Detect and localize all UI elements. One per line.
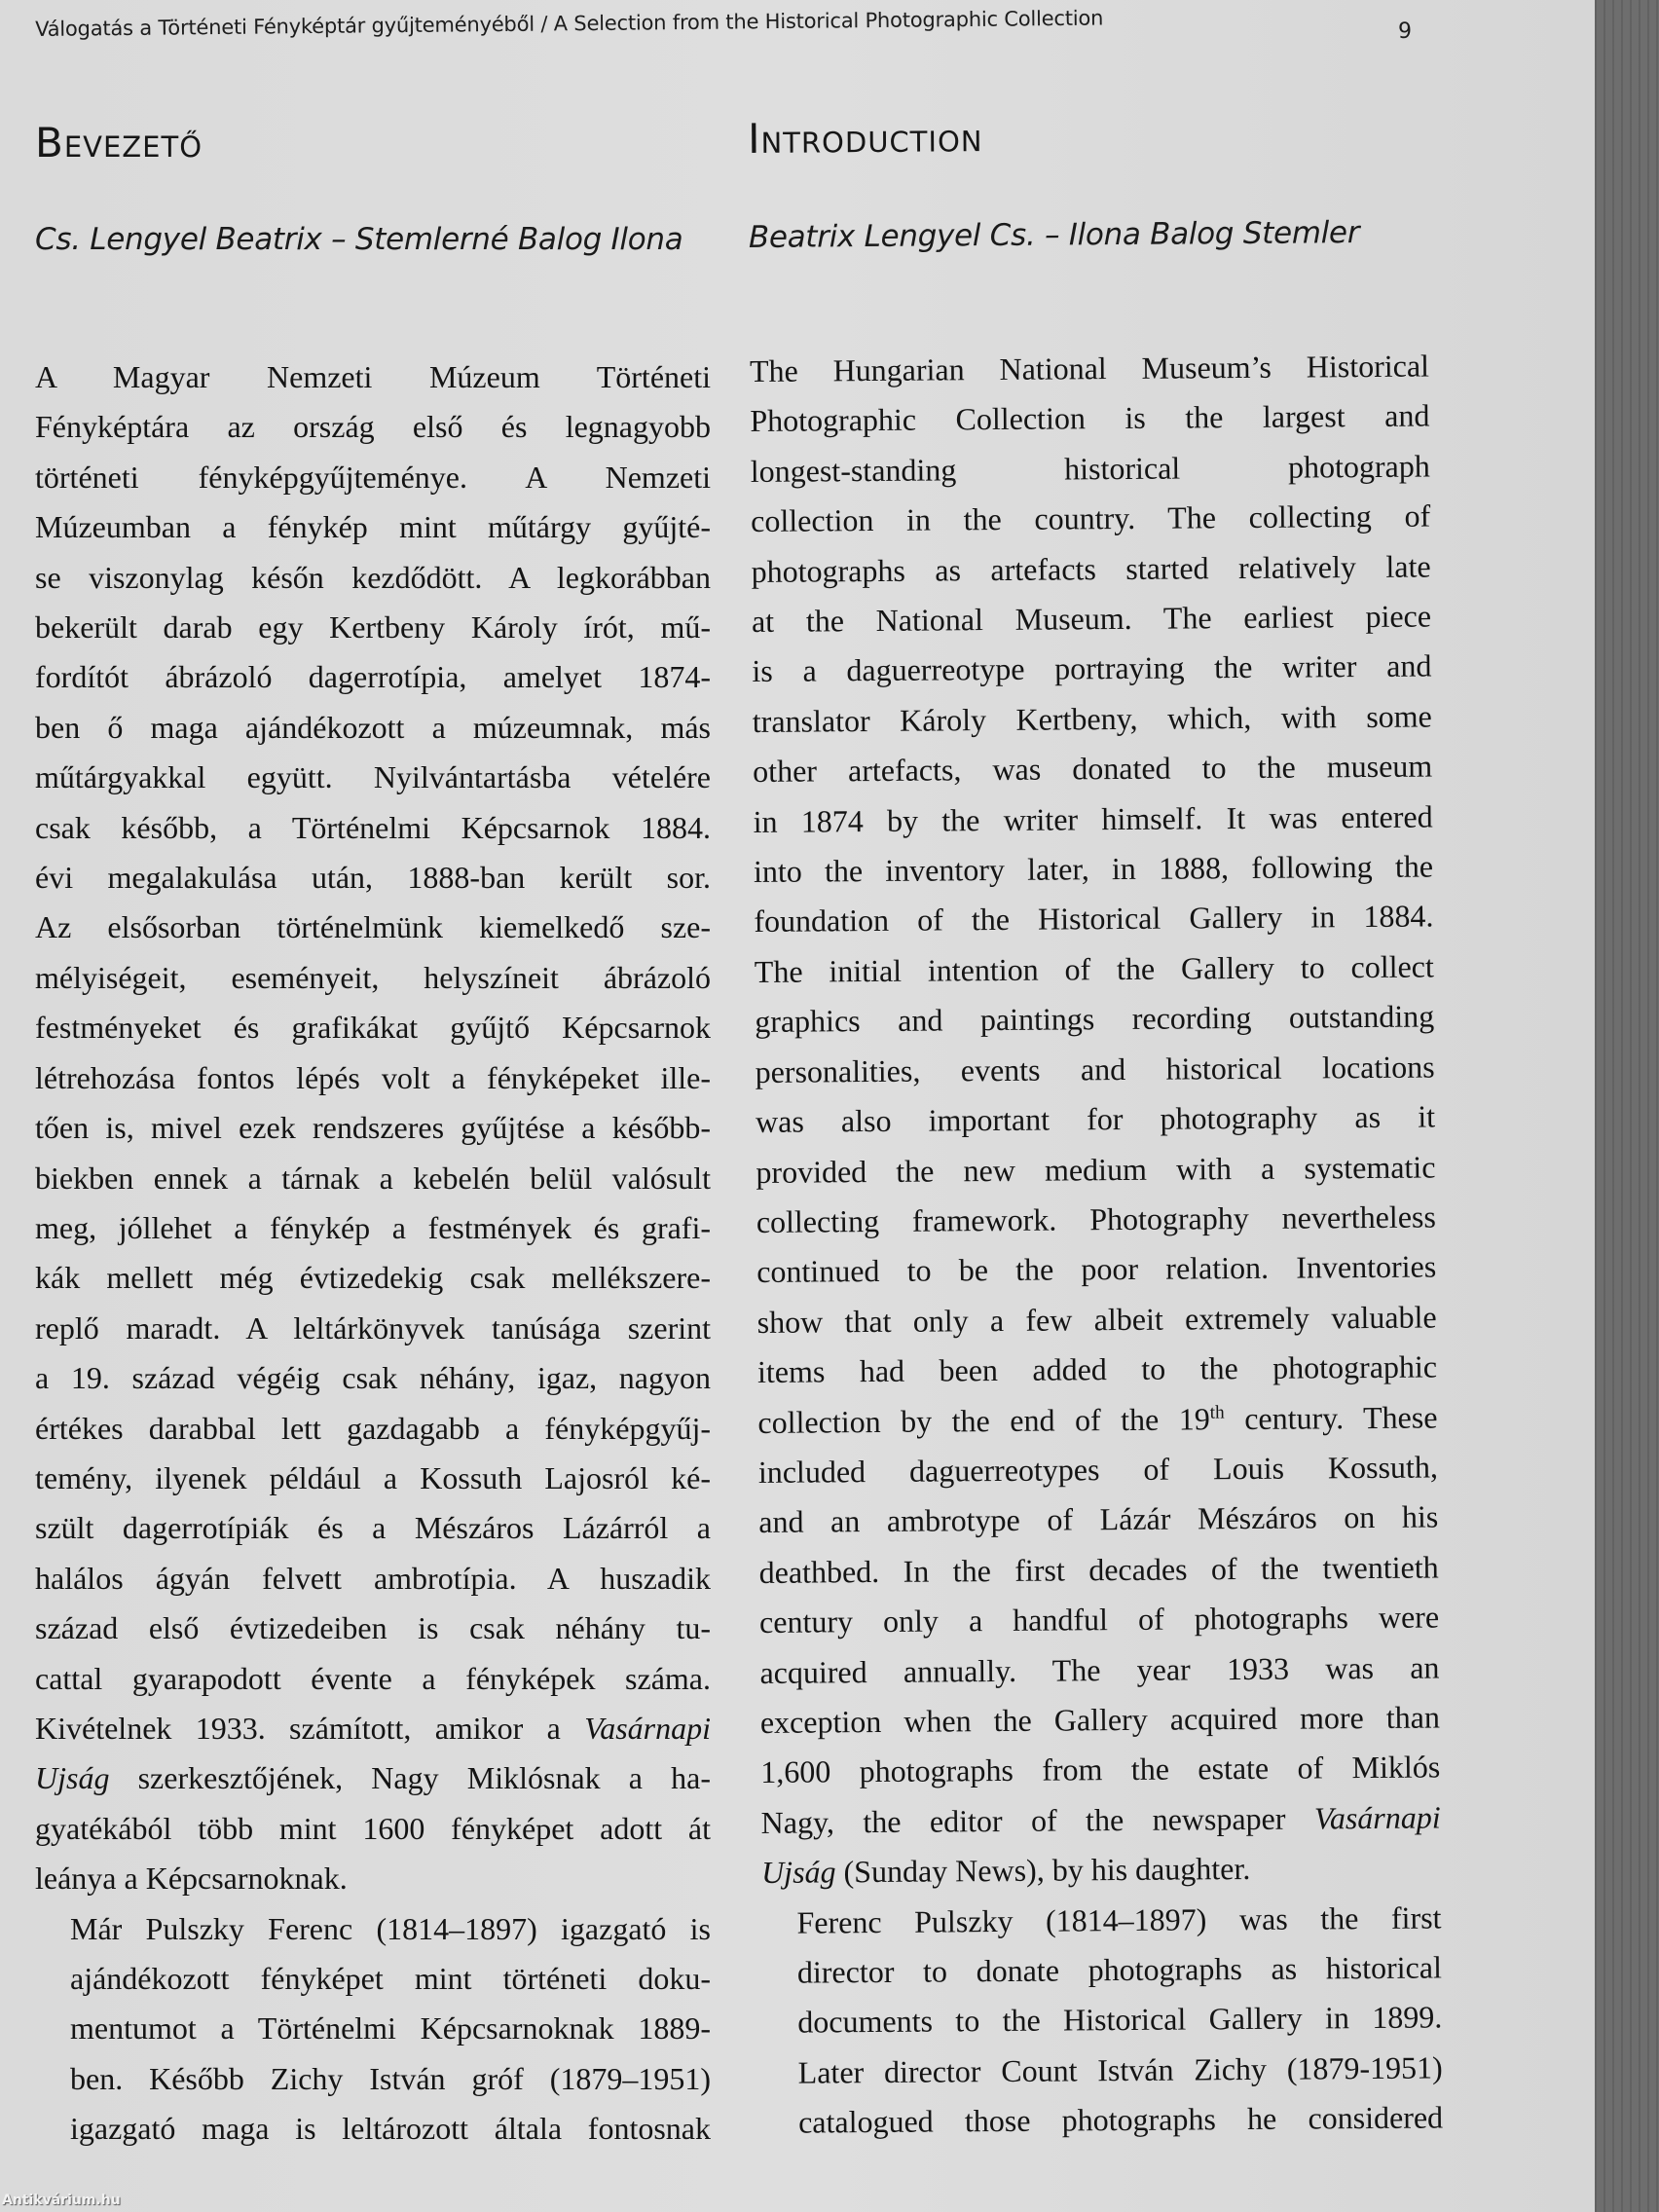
- hungarian-heading: Bevezető: [35, 119, 203, 166]
- text-line: tően is, mivel ezek rendszeres gyűjtése a később-: [35, 1110, 711, 1146]
- text-line: in 1874 by the writer himself. It was entered: [753, 798, 1433, 839]
- text-line: is a daguerreotype portraying the writer and: [752, 647, 1432, 689]
- text-line: director to donate photographs as historical: [796, 1949, 1443, 1990]
- text-line: létrehozása fontos lépés volt a fényképeket ille-: [35, 1059, 711, 1095]
- text-line: collection by the end of the 19th century. These: [757, 1399, 1438, 1440]
- text-line: temény, ilyenek például a Kossuth Lajosról ké-: [35, 1459, 711, 1495]
- text-line: gyatékából több mint 1600 fényképet adott át: [35, 1810, 711, 1846]
- text-line: bekerült darab egy Kertbeny Károly írót, mű-: [35, 609, 711, 645]
- text-line: igazgató maga is leltározott általa fontosnak: [70, 2111, 711, 2147]
- text-line: The Hungarian National Museum’s Historical: [749, 348, 1430, 388]
- text-line: show that only a few albeit extremely valuable: [756, 1299, 1437, 1340]
- text-line: Ujság szerkesztőjének, Nagy Miklósnak a ha-: [35, 1760, 711, 1796]
- text-line: műtárgyakkal együtt. Nyilvántartásba vételére: [35, 759, 711, 795]
- text-line: mélyiségeit, eseményeit, helyszíneit ábrázoló: [35, 959, 711, 995]
- text-line: century only a handful of photographs were: [758, 1599, 1440, 1641]
- text-line: replő maradt. A leltárkönyvek tanúsága szerint: [35, 1309, 711, 1346]
- watermark: Antikvárium.hu: [2, 2193, 121, 2208]
- text-line: halálos ágyán felvett ambrotípia. A huszadik: [35, 1560, 711, 1596]
- english-body-text: [750, 342, 1444, 2149]
- text-line: Fényképtára az ország első és legnagyobb: [35, 409, 711, 445]
- text-line: was also important for photography as it: [755, 1098, 1436, 1140]
- page-number: 9: [1398, 19, 1412, 44]
- text-line: mentumot a Történelmi Képcsarnoknak 1889-: [70, 2010, 711, 2046]
- text-line: szült dagerrotípiák és a Mészáros Lázárról a: [35, 1510, 711, 1546]
- text-line: Ferenc Pulszky (1814–1897) was the first: [796, 1899, 1442, 1940]
- running-head: Válogatás a Történeti Fényképtár gyűjteményéből / A Selection from the Historical Photographic Collection: [35, 6, 1104, 41]
- text-line: collecting framework. Photography nevertheless: [756, 1198, 1436, 1239]
- text-line: Photographic Collection is the largest and: [750, 397, 1430, 439]
- text-line: ben. Később Zichy István gróf (1879–1951): [70, 2060, 711, 2096]
- hungarian-body-text: [35, 352, 711, 2155]
- text-line: évi megalakulása után, 1888-ban került sor.: [35, 860, 711, 896]
- text-line: Later director Count István Zichy (1879-1951): [797, 2049, 1443, 2090]
- text-line: ajándékozott fényképet mint történeti doku-: [70, 1961, 711, 1996]
- text-line: festményeket és grafikákat gyűjtő Képcsarnok: [35, 1010, 711, 1046]
- text-line: értékes darabbal lett gazdagabb a fényképgyűj-: [35, 1410, 711, 1446]
- english-paragraph-2: [761, 1893, 1443, 2149]
- text-line: catalogued those photographs he considered: [797, 2099, 1444, 2140]
- text-line: translator Károly Kertbeny, which, with some: [752, 698, 1432, 739]
- text-line: a 19. század végéig csak néhány, igaz, nagyon: [35, 1360, 711, 1396]
- text-line: and an ambrotype of Lázár Mészáros on his: [758, 1498, 1439, 1540]
- text-line: történeti fényképgyűjteménye. A Nemzeti: [35, 459, 711, 495]
- text-line: cattal gyarapodott évente a fényképek száma.: [35, 1660, 711, 1696]
- text-line: items had been added to the photographic: [756, 1348, 1438, 1390]
- text-line: A Magyar Nemzeti Múzeum Történeti: [35, 359, 711, 394]
- text-line: Az elsősorban történelmünk kiemelkedő sze-: [35, 909, 711, 945]
- text-line: foundation of the Historical Gallery in 1884.: [754, 898, 1434, 940]
- text-line: Nagy, the editor of the newspaper Vasárnapi: [760, 1799, 1441, 1840]
- text-line: leánya a Képcsarnoknak.: [35, 1861, 348, 1897]
- text-line: photographs as artefacts started relatively late: [751, 548, 1431, 589]
- hungarian-paragraph-1: [35, 352, 711, 1904]
- text-line: se viszonylag későn kezdődött. A legkorábban: [35, 559, 711, 595]
- text-line: csak később, a Történelmi Képcsarnok 1884.: [35, 809, 711, 845]
- hungarian-paragraph-2: [35, 1904, 711, 2155]
- text-line: Kivételnek 1933. számított, amikor a Vasárnapi: [35, 1710, 711, 1746]
- english-authors: Beatrix Lengyel Cs. – Ilona Balog Stemler: [748, 215, 1360, 255]
- english-paragraph-1: [750, 342, 1441, 1899]
- text-line: Múzeumban a fénykép mint műtárgy gyűjté-: [35, 509, 711, 545]
- text-line: Már Pulszky Ferenc (1814–1897) igazgató is: [70, 1910, 711, 1946]
- english-heading: Introduction: [747, 113, 983, 163]
- wooden-surface-background: [1595, 0, 1659, 2212]
- text-line: The initial intention of the Gallery to collect: [754, 948, 1434, 989]
- text-line: Ujság (Sunday News), by his daughter.: [760, 1851, 1251, 1891]
- text-line: collection in the country. The collecting of: [751, 498, 1431, 539]
- hungarian-authors: Cs. Lengyel Beatrix – Stemlerné Balog Ilona: [35, 222, 683, 257]
- text-line: meg, jóllehet a fénykép a festmények és grafi-: [35, 1209, 711, 1245]
- text-line: included daguerreotypes of Louis Kossuth,: [757, 1449, 1438, 1490]
- text-line: 1,600 photographs from the estate of Miklós: [760, 1749, 1441, 1790]
- text-line: kák mellett még évtizedekig csak mellékszere-: [35, 1260, 711, 1296]
- text-line: deathbed. In the first decades of the twentieth: [758, 1549, 1439, 1590]
- text-line: biekben ennek a tárnak a kebelén belül valósult: [35, 1160, 711, 1196]
- text-line: graphics and paintings recording outstanding: [755, 998, 1435, 1040]
- text-line: század első évtizedeiben is csak néhány tu-: [35, 1610, 711, 1646]
- text-line: at the National Museum. The earliest piece: [751, 598, 1432, 640]
- text-line: other artefacts, was donated to the museum: [753, 748, 1433, 790]
- text-line: exception when the Gallery acquired more than: [759, 1699, 1441, 1740]
- text-line: fordítót ábrázoló dagerrotípia, amelyet 1874-: [35, 659, 711, 695]
- text-line: provided the new medium with a systematic: [756, 1148, 1436, 1190]
- text-line: into the inventory later, in 1888, following the: [753, 848, 1434, 890]
- text-line: longest-standing historical photograph: [750, 448, 1430, 489]
- text-line: ben ő maga ajándékozott a múzeumnak, más: [35, 709, 711, 745]
- text-line: personalities, events and historical locations: [755, 1049, 1435, 1089]
- text-line: continued to be the poor relation. Inventories: [756, 1248, 1437, 1290]
- text-line: acquired annually. The year 1933 was an: [759, 1649, 1440, 1690]
- text-line: documents to the Historical Gallery in 1899.: [797, 1999, 1443, 2041]
